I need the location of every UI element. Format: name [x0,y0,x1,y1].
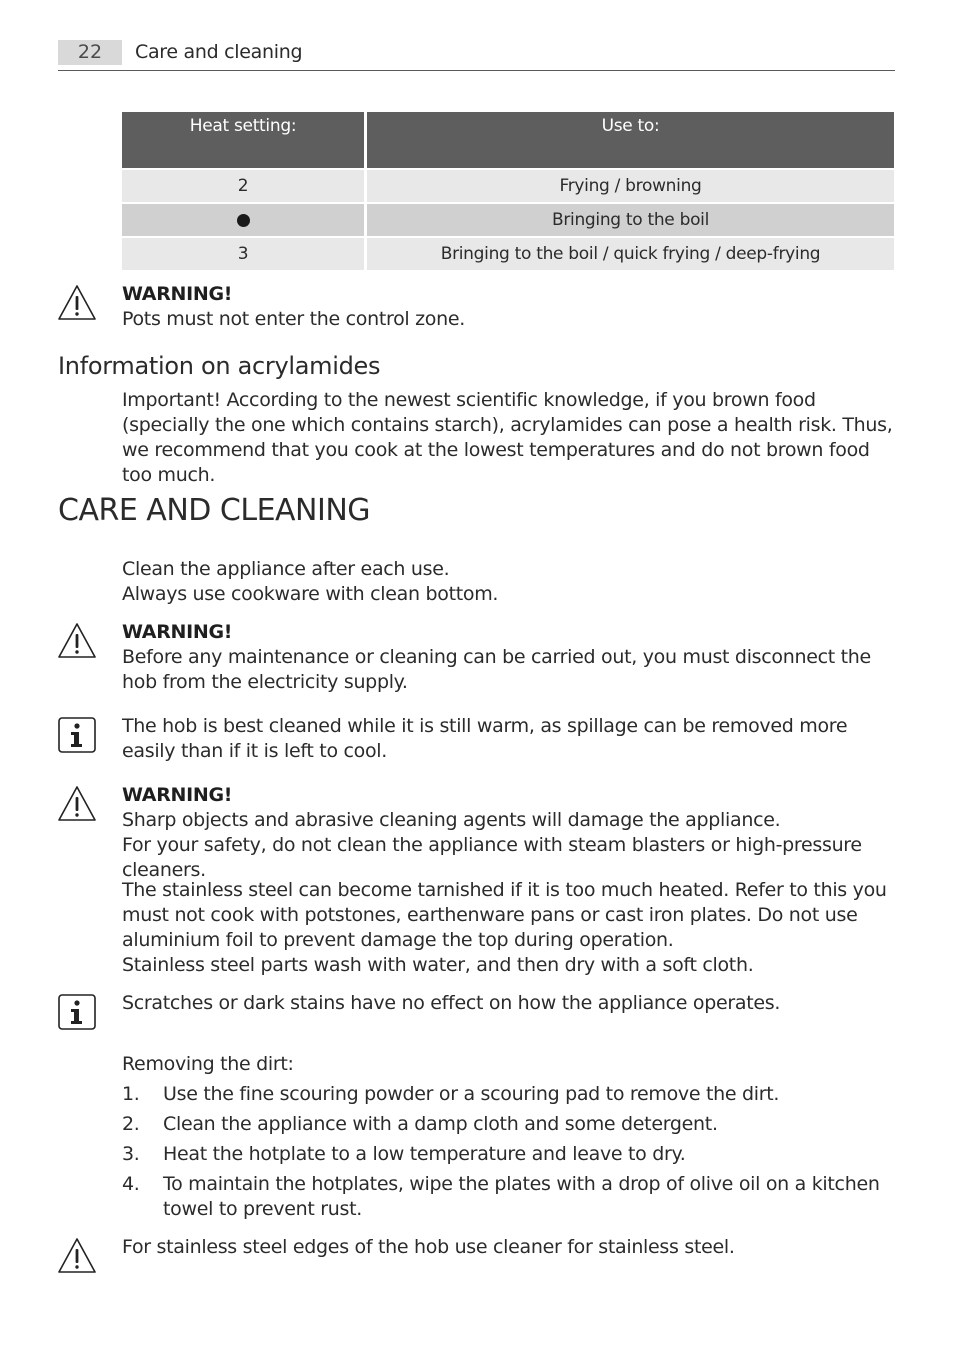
step-text: Heat the hotplate to a low temperature and leave to dry. [163,1143,686,1165]
info-text: Scratches or dark stains have no effect on how the appliance operates. [122,992,781,1014]
warning-triangle-icon [57,283,97,323]
step-number: 4. [122,1173,140,1195]
setting-cell [122,202,364,236]
emphasis-not: not [300,834,332,856]
warning-text: Sharp objects and abrasive cleaning agents will damage the appliance. [122,809,781,831]
running-header: Care and cleaning [135,41,303,63]
info-icon [57,716,97,756]
step-number: 3. [122,1143,140,1165]
removing-dirt-label: Removing the dirt: [122,1053,294,1075]
page-number: 22 [58,40,122,65]
warning-triangle-icon [57,1236,97,1276]
column-header-heat-setting: Heat setting: [122,112,364,168]
step-text: To maintain the hotplates, wipe the plates with a drop of olive oil on a kitchen towel to prevent rust. [163,1173,880,1220]
warning-text-part: For your safety, do [122,834,301,856]
step-number: 2. [122,1113,140,1135]
acrylamides-paragraph [122,388,894,488]
use-cell: Frying / browning [364,168,894,202]
column-header-use-to: Use to: [364,112,894,168]
step-text: Clean the appliance with a damp cloth and some detergent. [163,1113,718,1135]
final-note: For stainless steel edges of the hob use cleaner for stainless steel. [122,1236,735,1258]
warning-text-steam [122,833,894,883]
warning-title: WARNING! [122,621,233,643]
warning-text: Pots must not enter the control zone. [122,308,465,330]
warning-text: Before any maintenance or cleaning can be carried out, you must disconnect the hob from the electricity supply. [122,646,871,693]
step-number: 1. [122,1083,140,1105]
stainless-steel-paragraph: The stainless steel can become tarnished if it is too much heated. Refer to this you must not cook with potstones, earthenware pans or cast iron plates. Do not use aluminium foil to prevent damage the top during operation. [122,879,887,951]
boost-dot-icon [237,214,250,227]
heat-setting-table [122,112,894,270]
table-row [122,168,894,202]
table-row [122,236,894,270]
stainless-wash-line: Stainless steel parts wash with water, and then dry with a soft cloth. [122,954,754,976]
intro-line-2: Always use cookware with clean bottom. [122,583,499,605]
warning-text-part: clean the appliance with steam blasters or high-pressure cleaners. [122,834,862,881]
intro-line-1: Clean the appliance after each use. [122,558,450,580]
info-text: The hob is best cleaned while it is still warm, as spillage can be removed more easily than if it is left to cool. [122,715,848,762]
setting-cell: 2 [122,168,364,202]
warning-triangle-icon [57,621,97,661]
use-cell: Bringing to the boil / quick frying / deep-frying [364,236,894,270]
acrylamides-body: According to the newest scientific knowledge, if you brown food (specially the one which contains starch), acrylamides can pose a health risk. Thus, we recommend that you cook at the lowest temperatures and do not brown food too much. [122,389,893,486]
info-icon [57,993,97,1033]
header-divider [58,70,895,71]
step-text: Use the fine scouring powder or a scouring pad to remove the dirt. [163,1083,780,1105]
warning-triangle-icon [57,784,97,824]
section-heading-acrylamides: Information on acrylamides [58,352,381,380]
setting-cell: 3 [122,236,364,270]
table-header-row [122,112,894,168]
use-cell: Bringing to the boil [364,202,894,236]
important-label: Important! [122,389,221,411]
page-title: CARE AND CLEANING [58,493,371,528]
warning-title: WARNING! [122,784,233,806]
warning-title: WARNING! [122,283,233,305]
table-row [122,202,894,236]
